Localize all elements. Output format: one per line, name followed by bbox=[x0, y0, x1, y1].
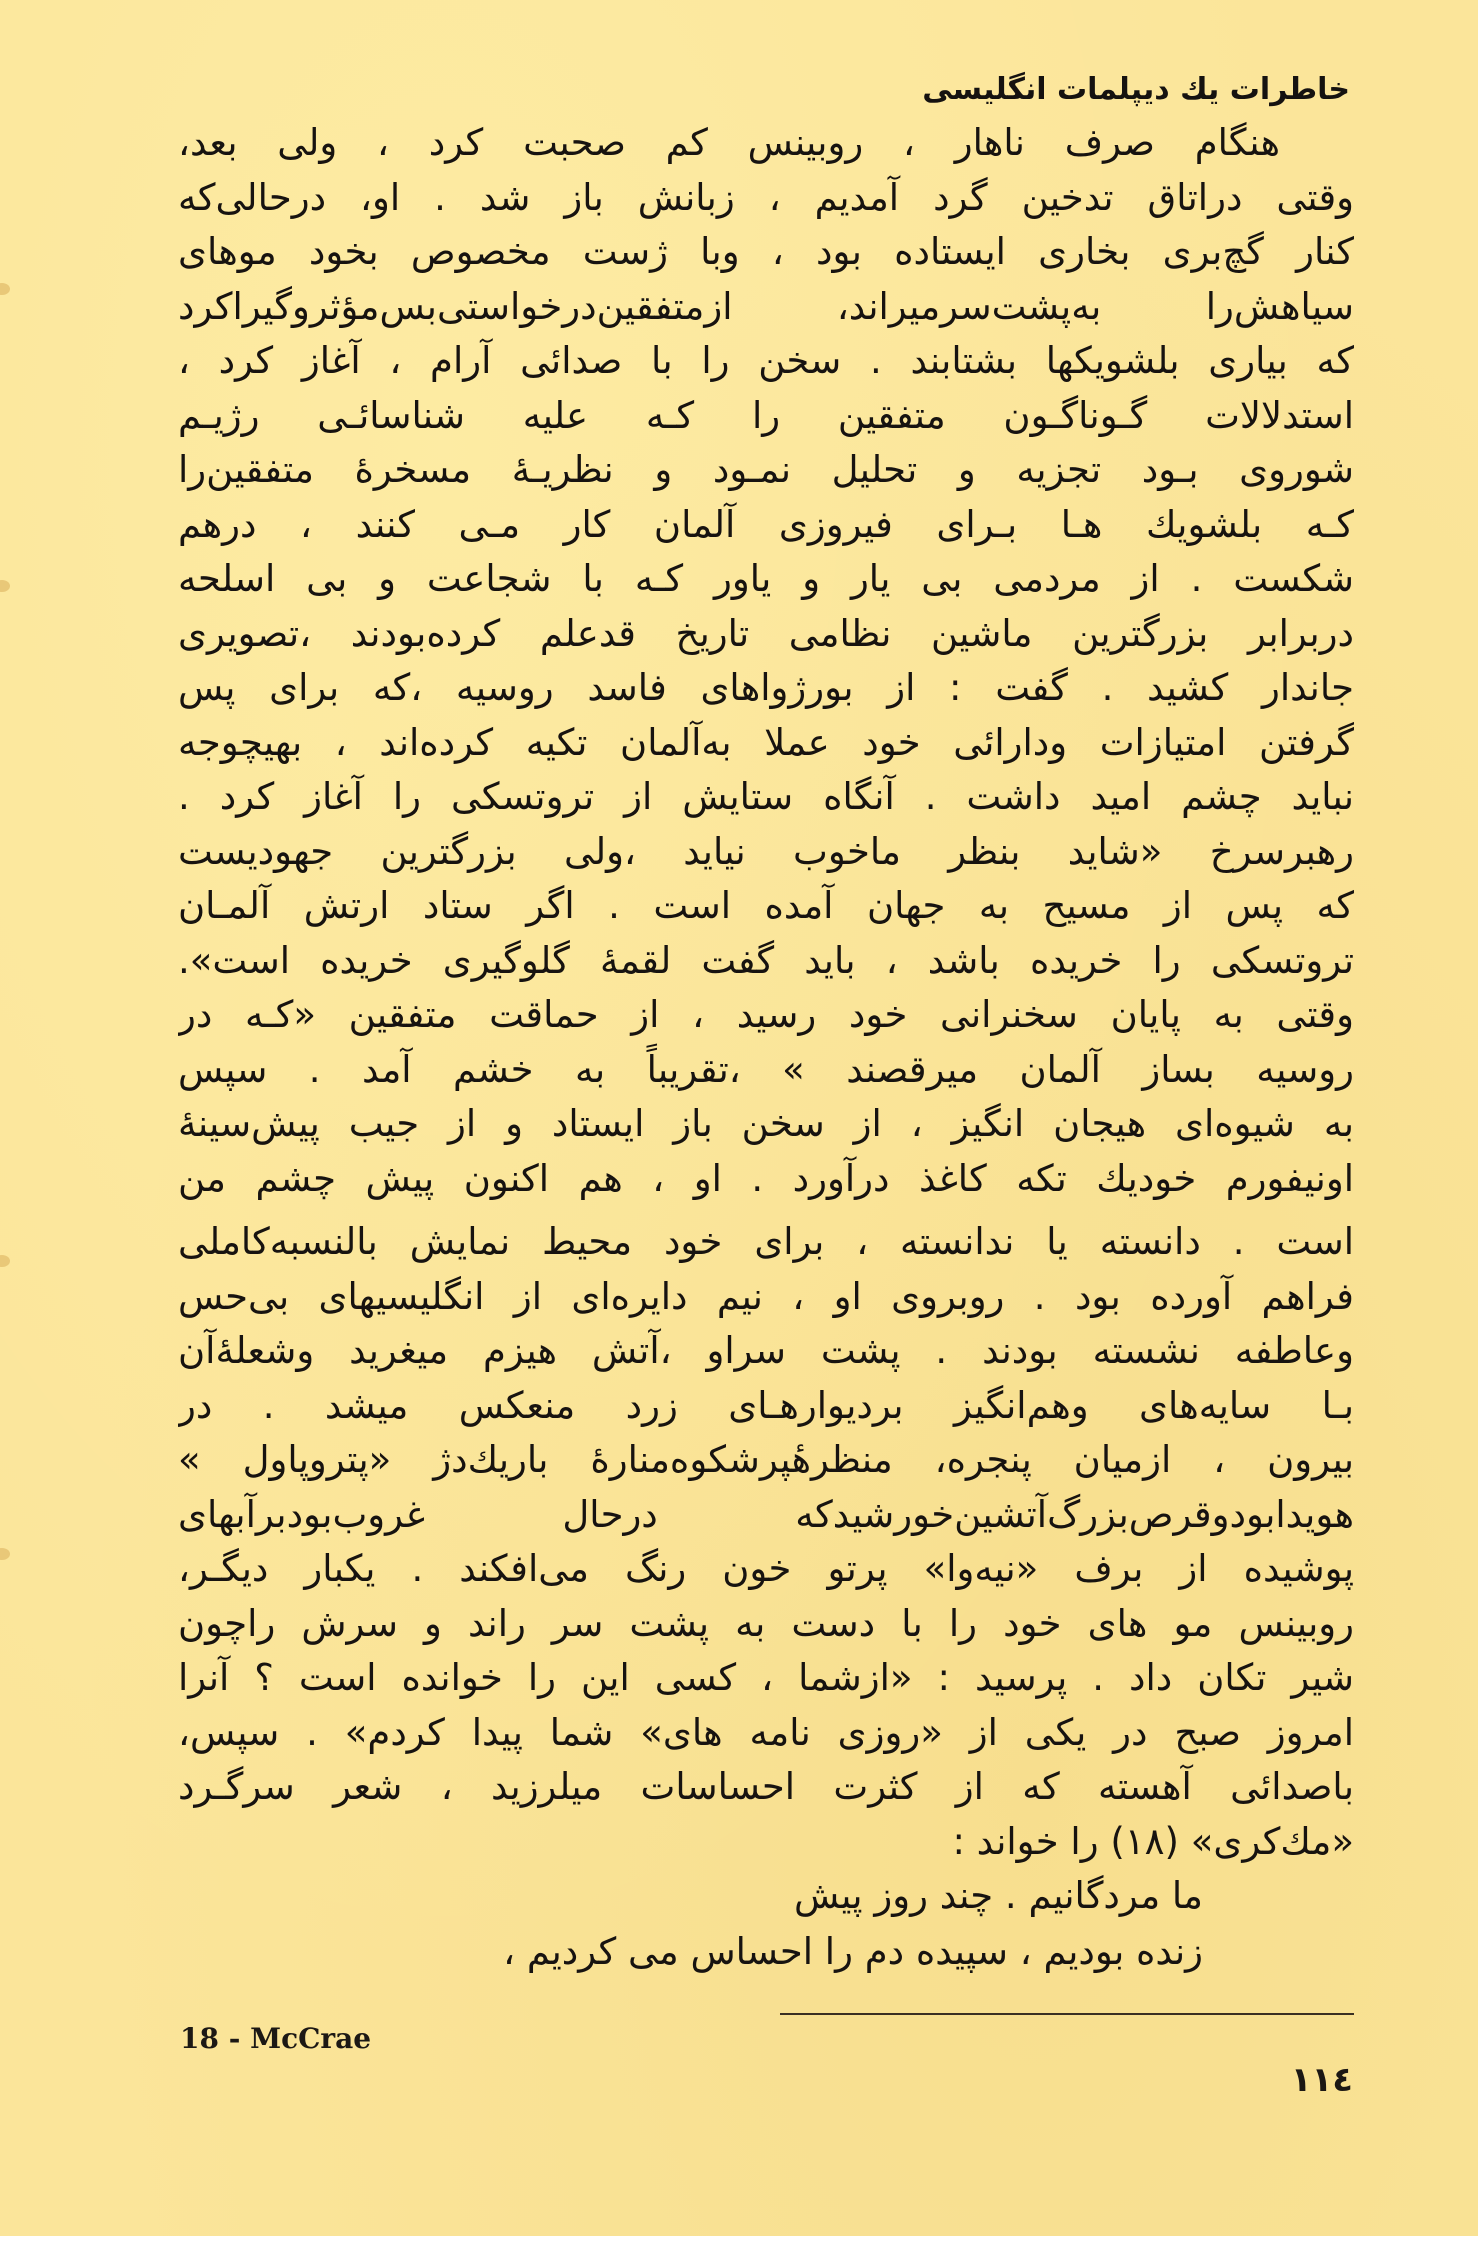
text-line: شكست . از مردمى بى يار و ياور كـه با شجاعت و بى اسلحه bbox=[178, 557, 1354, 600]
line-gap bbox=[178, 1206, 1354, 1215]
text-line: دربرابر بزرگترين ماشين نظامى تاريخ قدعلم كرده‌بودند ،تصويرى bbox=[178, 611, 1354, 655]
text-line: شير تكان داد . پرسيد : «ازشما ، كسى اين را خوانده است ؟ آنرا bbox=[178, 1656, 1354, 1699]
text-line: وقتى دراتاق تدخين گرد آمديم ، زبانش باز شد . او، درحالى‌كه bbox=[178, 175, 1354, 219]
text-line: امروز صبح در يكى از «روزى نامه هاى» شما پيدا كردم» . سپس، bbox=[178, 1710, 1354, 1754]
text-line: بيرون ، ازميان پنجره، منظرهٔپرشكوه‌منارهٔ باريك‌دژ «پتروپاول » bbox=[178, 1438, 1354, 1481]
text-line: وعاطفه نشسته بودند . پشت سراو ،آتش هيزم ميغريد وشعلهٔ‌آن bbox=[178, 1329, 1354, 1372]
text-line: كنار گچ‌برى بخارى ايستاده بود ، وبا ژست مخصوص بخود موهاى bbox=[178, 230, 1354, 273]
text-line: است . دانسته يا ندانسته ، براى خود محيط نمايش بالنسبه‌كاملى bbox=[178, 1220, 1354, 1263]
text-line: سياهش‌را به‌پشت‌سرميراند، ازمتفقين‌درخواستى‌بس‌مؤثروگيراكرد bbox=[178, 284, 1354, 328]
text-line: تروتسكى را خريده باشد ، بايد گفت لقمهٔ گلوگيرى خريده است». bbox=[178, 938, 1354, 982]
text-line: پوشيده از برف «نيه‌وا» پرتو خون رنگ مى‌افكند . يكبار ديگـر، bbox=[178, 1547, 1354, 1590]
binding-hole-mark bbox=[0, 580, 10, 592]
text-line: كه بيارى بلشويكها بشتابند . سخن را با صدائى آرام ، آغاز كرد ، bbox=[178, 339, 1354, 382]
text-line: بـا سايه‌هاى وهم‌انگيز برديوارهـاى زرد منعكس ميشد . در bbox=[178, 1383, 1354, 1427]
text-line: روبينس مو هاى خود را با دست به پشت سر راند و سرش راچون bbox=[178, 1601, 1354, 1645]
text-line: استدلالات گـوناگـون متفقين را كـه عليه شناسائـى رژيـم bbox=[178, 393, 1354, 437]
text-line: جاندار كشيد . گفت : از بورژواهاى فاسد روسيه ،كه براى پس bbox=[178, 666, 1354, 709]
text-line: شوروى بـود تجزيه و تحليل نمـود و نظريـهٔ مسخرهٔ متفقين‌را bbox=[178, 448, 1354, 491]
binding-hole-mark bbox=[0, 1548, 10, 1560]
text-line: هويدابودوقرص‌بزرگ‌آتشين‌خورشيدكه درحال غروب‌بودبرآبهاى bbox=[178, 1492, 1354, 1536]
text-line: هنگام صرف ناهار ، روبينس كم صحبت كرد ، ولى بعد، bbox=[178, 121, 1280, 164]
footnote: 18 - McCrae bbox=[180, 2022, 372, 2055]
text-line: به شيوه‌اى هيجان انگيز ، از سخن باز ايستاد و از جيب پيش‌سينهٔ bbox=[178, 1102, 1354, 1145]
text-line: كـه بلشويك هـا بـراى فيروزى آلمان كار مـى كنند ، درهم bbox=[178, 502, 1354, 546]
page-number: ١١٤ bbox=[1290, 2060, 1353, 2100]
text-line: رهبرسرخ «شايد بنظر ماخوب نيايد ،ولى بزرگترين جهوديست bbox=[178, 829, 1354, 873]
text-line: كه پس از مسيح به جهان آمده است . اگر ستاد ارتش آلمـان bbox=[178, 884, 1354, 927]
text-line: «مك‌كرى» (١٨) را خواند : bbox=[952, 1819, 1354, 1863]
running-head: خاطرات يك ديپلمات انگليسى bbox=[922, 72, 1350, 107]
text-line: نبايد چشم اميد داشت . آنگاه ستايش از تروتسكى را آغاز كرد . bbox=[178, 775, 1354, 818]
scan-margin bbox=[0, 2236, 1482, 2244]
text-line: اونيفورم خوديك تكه كاغذ درآورد . او ، هم اكنون پيش چشم من bbox=[178, 1156, 1354, 1200]
text-line: روسيه بساز آلمان ميرقصند » ،تقريباً به خشم آمد . سپس bbox=[178, 1047, 1354, 1091]
text-line: باصدائى آهسته كه از كثرت احساسات ميلرزيد ، شعر سرگـرد bbox=[178, 1765, 1354, 1808]
text-line: وقتى به پايان سخنرانى خود رسيد ، از حماقت متفقين «كـه در bbox=[178, 993, 1354, 1036]
footnote-divider bbox=[780, 2013, 1354, 2015]
scan-margin bbox=[1478, 0, 1482, 2244]
body-text bbox=[178, 116, 1354, 1869]
poem-line: زنده بوديم ، سپيده دم را احساس مى كرديم ، bbox=[503, 1930, 1203, 1973]
poem-line: ما مردگانيم . چند روز پيش bbox=[793, 1874, 1203, 1917]
text-line: گرفتن امتيازات ودارائى خود عملا به‌آلمان تكيه كرده‌اند ، بهيچوجه bbox=[178, 720, 1354, 764]
binding-hole-mark bbox=[0, 283, 10, 295]
text-line: فراهم آورده بود . روبروى او ، نيم دايره‌اى از انگليسيهاى بى‌حس bbox=[178, 1274, 1354, 1318]
poem-verse bbox=[503, 1868, 1203, 1980]
binding-hole-mark bbox=[0, 1255, 10, 1267]
